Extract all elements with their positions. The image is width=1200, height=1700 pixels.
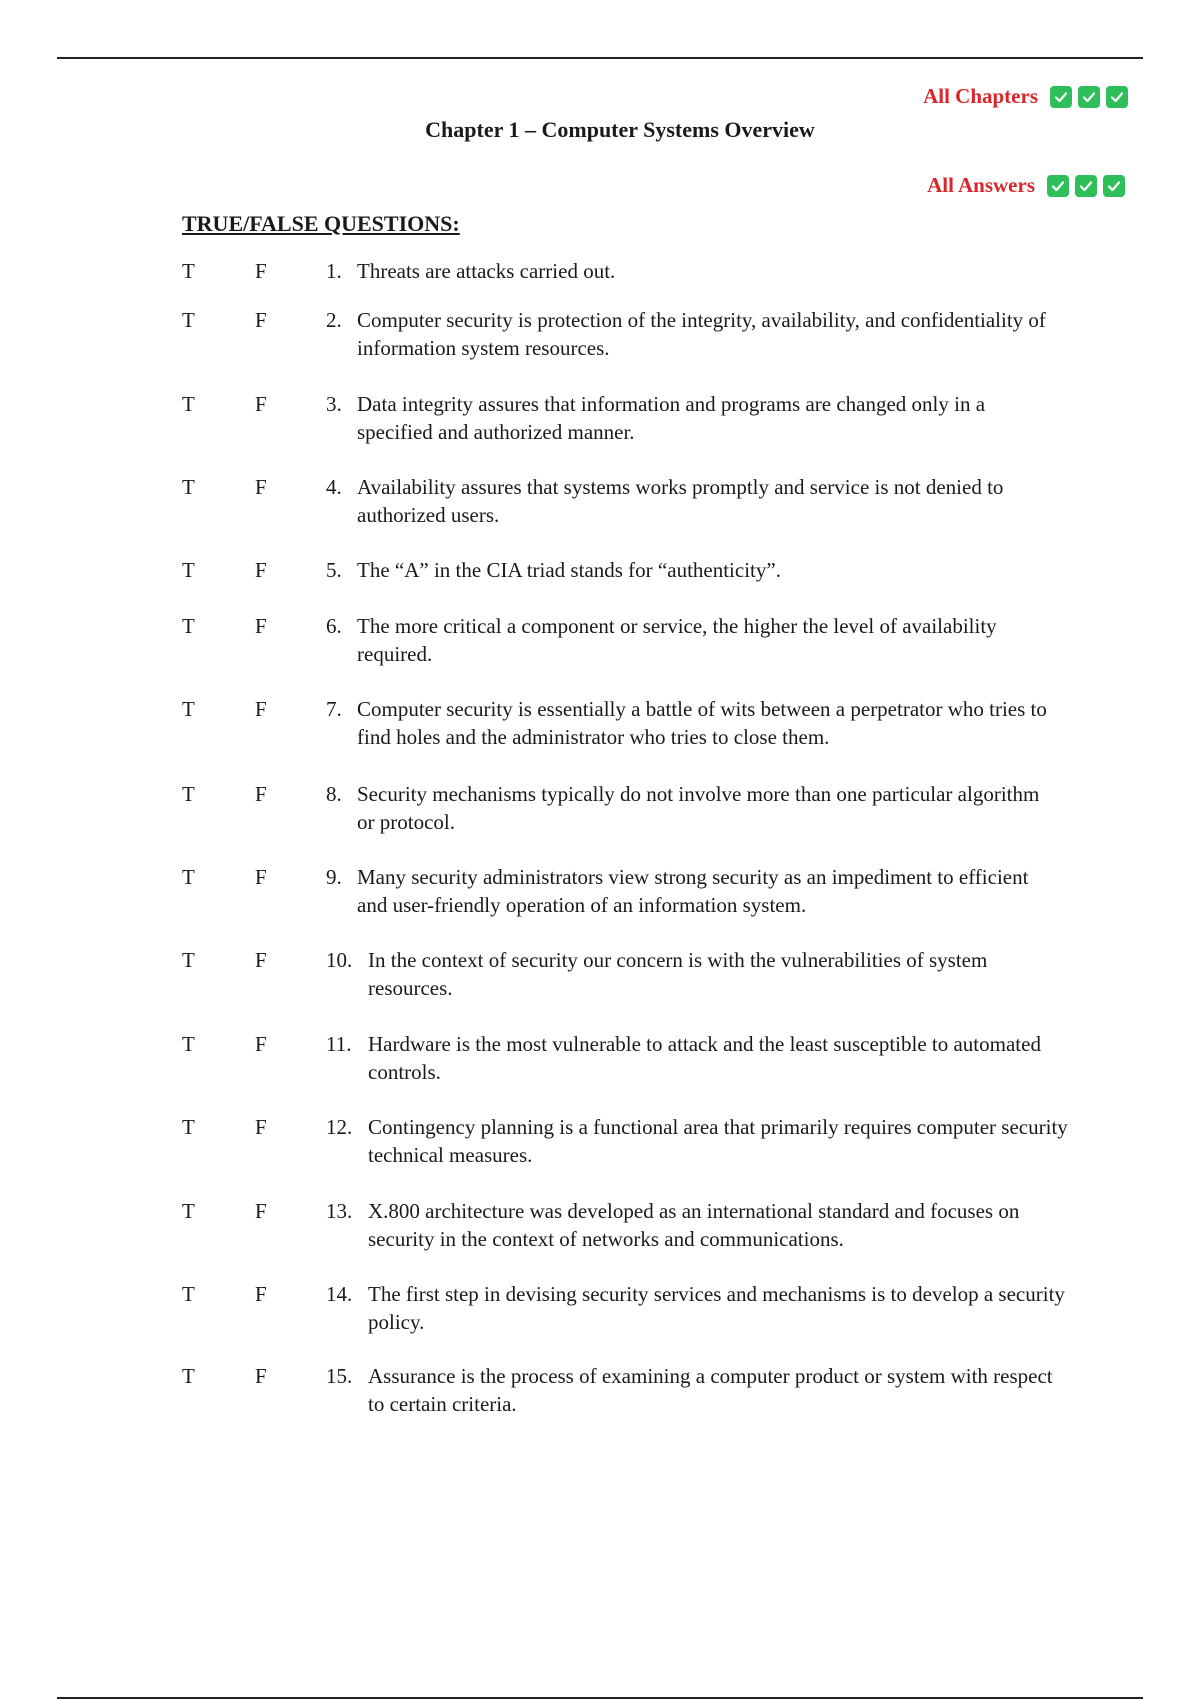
false-option[interactable]: F bbox=[255, 614, 267, 638]
true-option[interactable]: T bbox=[182, 558, 195, 582]
check-icon bbox=[1075, 175, 1097, 197]
question-text: Computer security is essentially a battle of wits between a perpetrator who tries to find holes and the administrator who tries to close them. bbox=[357, 697, 1047, 749]
all-answers-label[interactable]: All Answers bbox=[927, 173, 1035, 197]
all-chapters-badge[interactable] bbox=[923, 84, 1128, 109]
false-option[interactable]: F bbox=[255, 1282, 267, 1306]
all-answers-badge[interactable] bbox=[927, 173, 1125, 198]
question-number: 13. bbox=[326, 1199, 353, 1223]
question-number: 4. bbox=[326, 475, 342, 499]
false-option[interactable]: F bbox=[255, 558, 267, 582]
true-option[interactable]: T bbox=[182, 1282, 195, 1306]
false-option[interactable]: F bbox=[255, 392, 267, 416]
question-text: Security mechanisms typically do not involve more than one particular algorithm or protocol. bbox=[357, 782, 1040, 834]
false-option[interactable]: F bbox=[255, 782, 267, 806]
true-option[interactable]: T bbox=[182, 1115, 195, 1139]
check-icon bbox=[1106, 86, 1128, 108]
question-number: 5. bbox=[326, 558, 342, 582]
false-option[interactable]: F bbox=[255, 1364, 267, 1388]
false-option[interactable]: F bbox=[255, 865, 267, 889]
all-chapters-label[interactable]: All Chapters bbox=[923, 84, 1038, 108]
false-option[interactable]: F bbox=[255, 259, 267, 283]
question-number: 11. bbox=[326, 1032, 352, 1056]
true-option[interactable]: T bbox=[182, 1364, 195, 1388]
check-icon bbox=[1050, 86, 1072, 108]
false-option[interactable]: F bbox=[255, 948, 267, 972]
question-number: 9. bbox=[326, 865, 342, 889]
question-text: Data integrity assures that information and programs are changed only in a specified and authorized manner. bbox=[357, 392, 986, 444]
question-number: 7. bbox=[326, 697, 342, 721]
question-text: Computer security is protection of the integrity, availability, and confidentiality of information system resources. bbox=[357, 308, 1046, 360]
question-text: X.800 architecture was developed as an international standard and focuses on security in the context of networks and communications. bbox=[368, 1199, 1020, 1251]
true-option[interactable]: T bbox=[182, 1032, 195, 1056]
true-option[interactable]: T bbox=[182, 392, 195, 416]
false-option[interactable]: F bbox=[255, 308, 267, 332]
false-option[interactable]: F bbox=[255, 1199, 267, 1223]
question-number: 12. bbox=[326, 1115, 353, 1139]
true-option[interactable]: T bbox=[182, 948, 195, 972]
question-text: Threats are attacks carried out. bbox=[357, 259, 616, 283]
question-text: Availability assures that systems works promptly and service is not denied to authorized users. bbox=[357, 475, 1004, 527]
question-text: In the context of security our concern is with the vulnerabilities of system resources. bbox=[368, 948, 988, 1000]
check-icon bbox=[1103, 175, 1125, 197]
false-option[interactable]: F bbox=[255, 1115, 267, 1139]
true-option[interactable]: T bbox=[182, 259, 195, 283]
true-option[interactable]: T bbox=[182, 1199, 195, 1223]
question-text: The “A” in the CIA triad stands for “authenticity”. bbox=[357, 558, 781, 582]
question-number: 3. bbox=[326, 392, 342, 416]
bottom-rule bbox=[57, 1697, 1143, 1699]
true-option[interactable]: T bbox=[182, 475, 195, 499]
false-option[interactable]: F bbox=[255, 1032, 267, 1056]
question-text: The first step in devising security services and mechanisms is to develop a security policy. bbox=[368, 1282, 1065, 1334]
false-option[interactable]: F bbox=[255, 475, 267, 499]
check-icon bbox=[1047, 175, 1069, 197]
true-option[interactable]: T bbox=[182, 308, 195, 332]
question-text: The more critical a component or service, the higher the level of availability required. bbox=[357, 614, 997, 666]
check-icon bbox=[1078, 86, 1100, 108]
false-option[interactable]: F bbox=[255, 697, 267, 721]
question-number: 15. bbox=[326, 1364, 353, 1388]
true-option[interactable]: T bbox=[182, 865, 195, 889]
true-option[interactable]: T bbox=[182, 782, 195, 806]
question-number: 14. bbox=[326, 1282, 353, 1306]
question-text: Contingency planning is a functional area that primarily requires computer security technical measures. bbox=[368, 1115, 1068, 1167]
question-number: 8. bbox=[326, 782, 342, 806]
section-heading: TRUE/FALSE QUESTIONS: bbox=[182, 211, 460, 236]
question-text: Assurance is the process of examining a computer product or system with respect to certain criteria. bbox=[368, 1364, 1053, 1416]
question-number: 6. bbox=[326, 614, 342, 638]
question-text: Hardware is the most vulnerable to attack and the least susceptible to automated controls. bbox=[368, 1032, 1041, 1084]
true-option[interactable]: T bbox=[182, 697, 195, 721]
question-number: 1. bbox=[326, 259, 342, 283]
question-number: 2. bbox=[326, 308, 342, 332]
chapter-title: Chapter 1 – Computer Systems Overview bbox=[425, 117, 815, 142]
question-text: Many security administrators view strong security as an impediment to efficient and user-friendly operation of an information system. bbox=[357, 865, 1029, 917]
top-rule bbox=[57, 57, 1143, 59]
question-number: 10. bbox=[326, 948, 353, 972]
true-option[interactable]: T bbox=[182, 614, 195, 638]
